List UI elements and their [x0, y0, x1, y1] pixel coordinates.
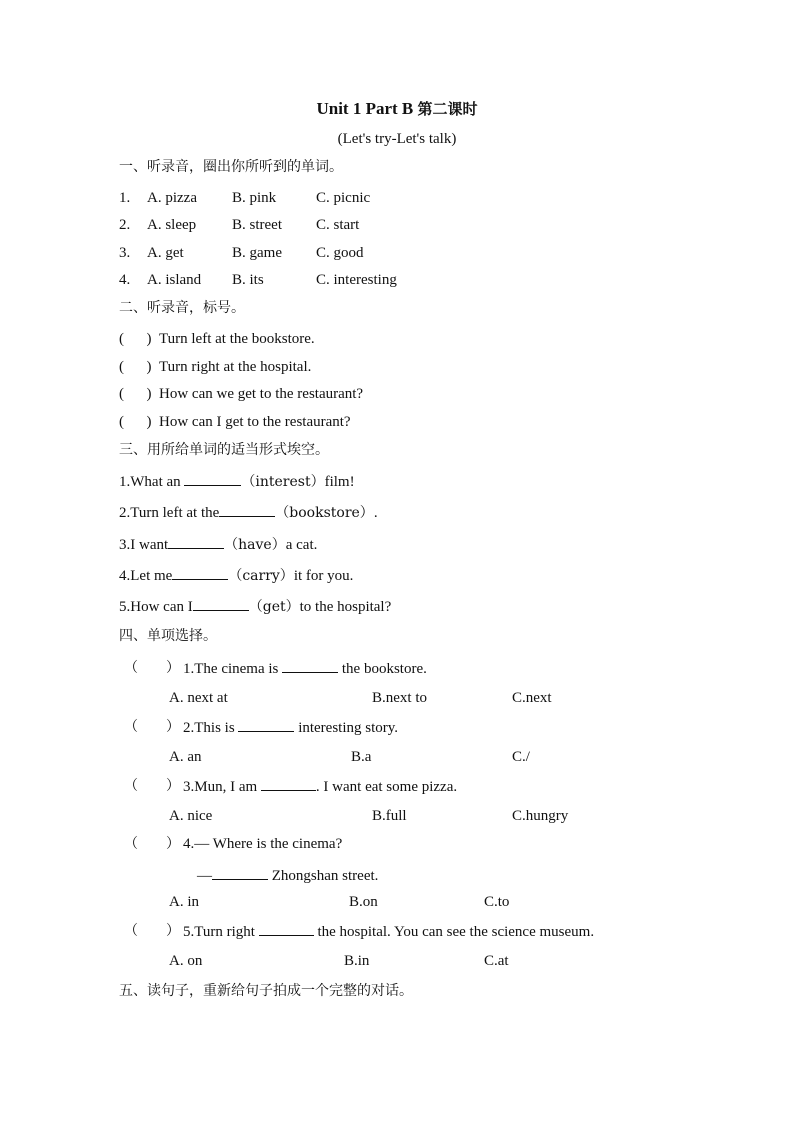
sentence-start: 2.Turn left at the	[119, 505, 220, 521]
section-1-heading: 一、听录音，圈出你所听到的单词。	[119, 159, 343, 175]
question-text-start: 2.This is	[183, 720, 239, 736]
answer-blank[interactable]	[238, 718, 294, 732]
answer-blank[interactable]	[219, 503, 275, 517]
question-text-end: the bookstore.	[338, 661, 427, 677]
choice-a[interactable]: A. nice	[169, 808, 213, 824]
question-text-start: 3.Mun, I am	[183, 779, 261, 795]
answer-parentheses[interactable]: ( )	[119, 386, 152, 402]
question-text-end: interesting story.	[294, 720, 399, 736]
answer-paren-open[interactable]: （	[124, 836, 138, 852]
answer-blank[interactable]	[212, 866, 268, 880]
option-a: A. island	[147, 272, 202, 288]
answer-blank[interactable]	[172, 566, 228, 580]
choice-b[interactable]: B.on	[349, 894, 378, 910]
answer-parentheses[interactable]: ( )	[119, 331, 152, 347]
answer-paren-open[interactable]: （	[124, 719, 138, 735]
sentence-end: a cat.	[285, 537, 318, 553]
sentence-end: film!	[324, 474, 355, 490]
fill-in-item	[119, 503, 378, 522]
choice-a[interactable]: A. next at	[169, 690, 228, 706]
section-2-heading: 二、听录音，标号。	[119, 300, 245, 316]
sentence-end: it for you.	[293, 568, 354, 584]
option-b: B. its	[232, 272, 264, 288]
word-hint: （carry）	[228, 568, 294, 584]
question-1	[183, 659, 427, 678]
answer-paren-close: ）	[166, 660, 180, 676]
word-hint: （have）	[224, 537, 286, 553]
title-english: Unit 1 Part B	[316, 99, 414, 118]
answer-blank[interactable]	[184, 472, 241, 486]
section-5-heading: 五、读句子，重新给句子拍成一个完整的对话。	[119, 983, 413, 999]
sentence-start: 4.Let me	[119, 568, 173, 584]
option-a: A. sleep	[147, 217, 197, 233]
answer-blank[interactable]	[282, 659, 338, 673]
option-a: A. pizza	[147, 190, 197, 206]
sentence-text: How can we get to the restaurant?	[159, 386, 364, 402]
item-number: 2.	[119, 217, 131, 233]
question-3	[183, 777, 457, 796]
item-number: 4.	[119, 272, 131, 288]
question-2	[183, 718, 398, 737]
choice-a[interactable]: A. on	[169, 953, 203, 969]
page-subtitle: (Let's try-Let's talk)	[337, 131, 457, 147]
item-number: 3.	[119, 245, 131, 261]
answer-blank[interactable]	[168, 535, 224, 549]
reply-text-end: Zhongshan street.	[268, 868, 379, 884]
question-4-reply	[197, 866, 378, 885]
reply-dash: —	[197, 868, 212, 884]
choice-a[interactable]: A. an	[169, 749, 202, 765]
choice-c[interactable]: C.next	[512, 690, 552, 706]
answer-parentheses[interactable]: ( )	[119, 414, 152, 430]
fill-in-item	[119, 597, 391, 616]
sentence-start: 3.I want	[119, 537, 169, 553]
answer-parentheses[interactable]: ( )	[119, 359, 152, 375]
choice-c[interactable]: C./	[512, 749, 530, 765]
choice-b[interactable]: B.a	[351, 749, 372, 765]
question-4: 4.— Where is the cinema?	[183, 836, 343, 852]
option-c: C. good	[316, 245, 364, 261]
sentence-text: Turn right at the hospital.	[159, 359, 312, 375]
answer-paren-close: ）	[166, 836, 180, 852]
sentence-end: to the hospital?	[299, 599, 392, 615]
answer-paren-close: ）	[166, 923, 180, 939]
choice-c[interactable]: C.at	[484, 953, 509, 969]
answer-paren-close: ）	[166, 719, 180, 735]
section-4-heading: 四、单项选择。	[119, 628, 217, 644]
sentence-text: Turn left at the bookstore.	[159, 331, 315, 347]
answer-blank[interactable]	[259, 922, 314, 936]
question-text-start: 5.Turn right	[183, 924, 259, 940]
question-text-start: 1.The cinema is	[183, 661, 283, 677]
option-b: B. game	[232, 245, 282, 261]
sentence-text: How can I get to the restaurant?	[159, 414, 351, 430]
word-hint: （interest）	[241, 474, 325, 490]
sentence-start: 1.What an	[119, 474, 185, 490]
title-chinese: 第二课时	[417, 100, 478, 118]
choice-a[interactable]: A. in	[169, 894, 199, 910]
answer-blank[interactable]	[261, 777, 316, 791]
choice-b[interactable]: B.next to	[372, 690, 427, 706]
sentence-end: .	[373, 505, 378, 521]
option-c: C. interesting	[316, 272, 397, 288]
choice-b[interactable]: B.full	[372, 808, 407, 824]
choice-c[interactable]: C.to	[484, 894, 510, 910]
choice-b[interactable]: B.in	[344, 953, 370, 969]
fill-in-item	[119, 535, 317, 554]
answer-blank[interactable]	[193, 597, 249, 611]
option-a: A. get	[147, 245, 184, 261]
page-title	[0, 99, 794, 119]
question-text-end: . I want eat some pizza.	[315, 779, 458, 795]
sentence-start: 5.How can I	[119, 599, 193, 615]
option-c: C. picnic	[316, 190, 371, 206]
question-5	[183, 922, 594, 941]
option-b: B. street	[232, 217, 282, 233]
option-b: B. pink	[232, 190, 277, 206]
question-text-end: the hospital. You can see the science museum.	[313, 924, 595, 940]
answer-paren-open[interactable]: （	[124, 923, 138, 939]
section-3-heading: 三、用所给单词的适当形式埃空。	[119, 442, 329, 458]
fill-in-item	[119, 566, 353, 585]
word-hint: （bookstore）	[275, 505, 374, 521]
answer-paren-open[interactable]: （	[124, 778, 138, 794]
word-hint: （get）	[248, 599, 300, 615]
item-number: 1.	[119, 190, 131, 206]
answer-paren-open[interactable]: （	[124, 660, 138, 676]
choice-c[interactable]: C.hungry	[512, 808, 569, 824]
option-c: C. start	[316, 217, 360, 233]
fill-in-item	[119, 472, 355, 491]
answer-paren-close: ）	[166, 778, 180, 794]
